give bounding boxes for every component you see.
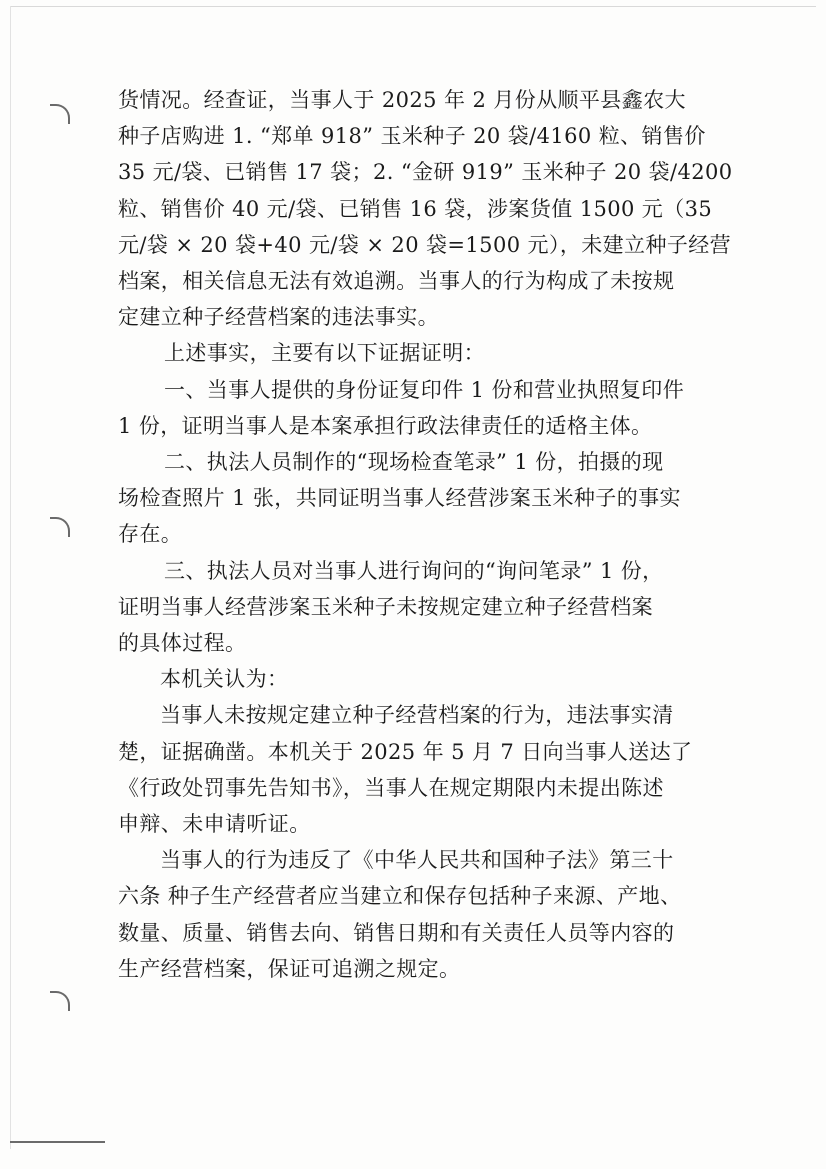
- scan-edge-bottom: [10, 1141, 105, 1143]
- text-line: 定建立种子经营档案的违法事实。: [118, 305, 439, 330]
- text-line: 元/袋 × 20 袋+40 元/袋 × 20 袋=1500 元），未建立种子经营: [118, 232, 732, 257]
- paragraph-start: 本机关认为：: [160, 667, 289, 692]
- text-line: 数量、质量、销售去向、销售日期和有关责任人员等内容的: [118, 920, 675, 945]
- paragraph-start: 当事人未按规定建立种子经营档案的行为，违法事实清: [160, 703, 674, 728]
- text-line: 的具体过程。: [118, 631, 247, 656]
- text-line: 楚，证据确凿。本机关于 2025 年 5 月 7 日向当事人送达了: [118, 739, 693, 764]
- scan-edge-top: [10, 6, 816, 7]
- text-line: 申辩、未申请听证。: [118, 812, 311, 837]
- punch-hole-mark-icon: [50, 991, 70, 1011]
- paragraph-start: 上述事实，主要有以下证据证明：: [164, 341, 485, 366]
- paragraph-start: 当事人的行为违反了《中华人民共和国种子法》第三十: [160, 848, 674, 873]
- scan-edge-left: [10, 6, 11, 1149]
- text-line: 生产经营档案，保证可追溯之规定。: [118, 956, 461, 981]
- text-line: 种子店购进 1. “郑单 918” 玉米种子 20 袋/4160 粒、销售价: [118, 124, 706, 149]
- text-line: 六条 种子生产经营者应当建立和保存包括种子来源、产地、: [118, 884, 682, 909]
- text-line: 1 份，证明当事人是本案承担行政法律责任的适格主体。: [118, 413, 653, 438]
- text-line: 场检查照片 1 张，共同证明当事人经营涉案玉米种子的事实: [118, 486, 681, 511]
- punch-hole-mark-icon: [50, 104, 70, 124]
- text-line: 证明当事人经营涉案玉米种子未按规定建立种子经营档案: [118, 594, 653, 619]
- paragraph-start: 二、执法人员制作的“现场检查笔录” 1 份，拍摄的现: [164, 450, 664, 475]
- text-line: 货情况。经查证，当事人于 2025 年 2 月份从顺平县鑫农大: [118, 88, 686, 112]
- text-line: 粒、销售价 40 元/袋、已销售 16 袋，涉案货值 1500 元（35: [118, 196, 713, 221]
- punch-hole-mark-icon: [50, 517, 70, 537]
- paragraph-start: 三、执法人员对当事人进行询问的“询问笔录” 1 份，: [164, 558, 664, 583]
- text-line: 存在。: [118, 522, 183, 547]
- body-text: [118, 82, 733, 987]
- text-line: 档案，相关信息无法有效追溯。当事人的行为构成了未按规: [118, 269, 675, 294]
- paragraph-start: 一、当事人提供的身份证复印件 1 份和营业执照复印件: [164, 377, 685, 402]
- text-line: 35 元/袋、已销售 17 袋；2. “金研 919” 玉米种子 20 袋/4200: [118, 160, 733, 185]
- text-line: 《行政处罚事先告知书》，当事人在规定期限内未提出陈述: [118, 775, 664, 800]
